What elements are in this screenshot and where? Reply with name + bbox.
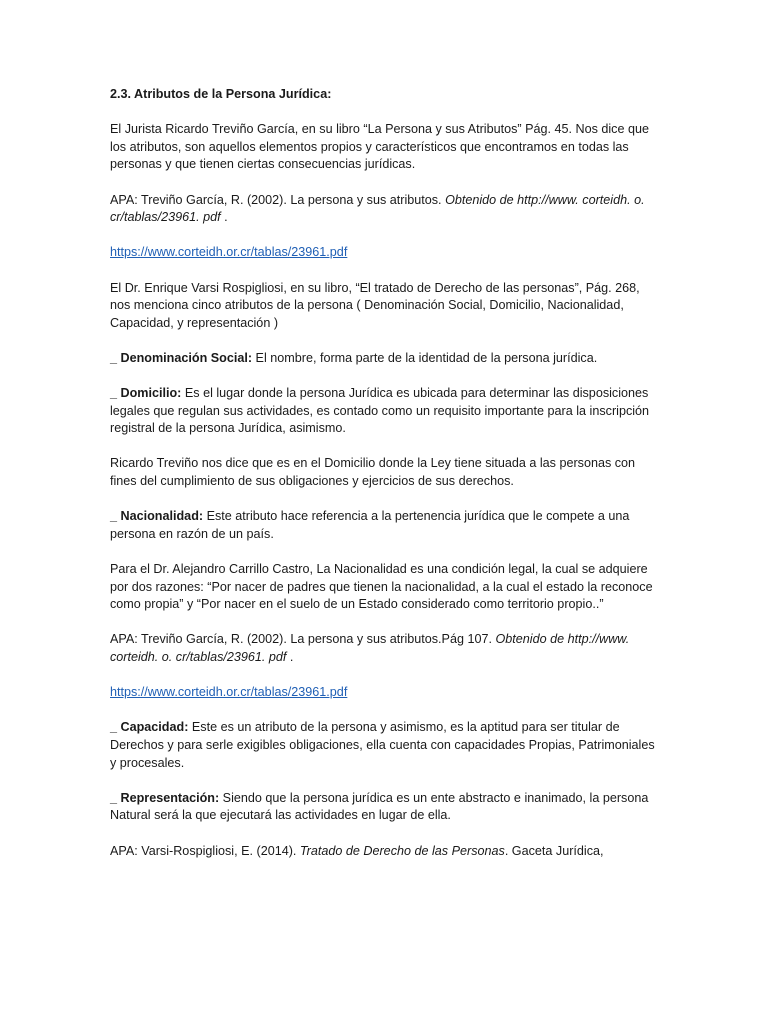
paragraph-trevino-intro: El Jurista Ricardo Treviño García, en su libro “La Persona y sus Atributos” Pág. 45. Nos dice que los atributos, son aquellos elementos propios y característicos que encontramos en todas las personas y que tienen ciertas consecuencias jurídicas.: [110, 122, 649, 172]
citation-3-title: Tratado de Derecho de las Personas: [299, 843, 505, 858]
attribute-denominacion: [110, 350, 660, 368]
citation-3-text: APA: Varsi-Rospigliosi, E. (2014).: [110, 843, 300, 858]
citation-3-end: . Gaceta Jurídica,: [504, 843, 604, 858]
capacidad-label: _ Capacidad:: [110, 720, 189, 735]
attribute-nacionalidad: [110, 508, 660, 543]
nacionalidad-label: _ Nacionalidad:: [110, 509, 204, 524]
citation-1-source: Obtenido de http://www. corteidh. o. cr/tablas/23961. pdf: [110, 192, 645, 225]
representacion-text: Siendo que la persona jurídica es un ente abstracto e inanimado, la persona Natural será la que ejecutará las actividades en lugar de ella.: [110, 790, 649, 823]
paragraph-carrillo: Para el Dr. Alejandro Carrillo Castro, La Nacionalidad es una condición legal, la cual se adquiere por dos razones: “Por nacer de padres que tienen la nacionalidad, a la cual el estado la reconoce como propia” y “Por nacer en el suelo de un Estado considerado como territorio propio..”: [110, 562, 653, 612]
citation-2-end: .: [286, 650, 294, 664]
citation-1-text: APA: Treviño García, R. (2002). La persona y sus atributos.: [110, 192, 446, 207]
domicilio-label: _ Domicilio:: [110, 386, 182, 401]
paragraph-domicilio-trevino: Ricardo Treviño nos dice que es en el Domicilio donde la Ley tiene situada a las personas con fines del cumplimiento de sus obligaciones y ejercicios de sus derechos.: [110, 456, 636, 489]
citation-apa-1: [110, 192, 660, 227]
corteidh-link-2[interactable]: https://www.corteidh.or.cr/tablas/23961.pdf: [110, 685, 348, 700]
representacion-label: _ Representación:: [110, 790, 220, 805]
paragraph-varsi: El Dr. Enrique Varsi Rospigliosi, en su libro, “El tratado de Derecho de las personas”, Pág. 268, nos menciona cinco atributos de la persona ( Denominación Social, Domicilio, Nacionalidad, Capacidad, y representación ): [110, 280, 640, 330]
denominacion-label: _ Denominación Social:: [110, 350, 253, 365]
attribute-domicilio: [110, 385, 660, 438]
capacidad-text: Este es un atributo de la persona y asimismo, es la aptitud para ser titular de Derechos y para serle exigibles obligaciones, ella cuenta con capacidades Propias, Patrimoniales y procesales.: [110, 720, 655, 770]
domicilio-text: Es el lugar donde la persona Jurídica es ubicada para determinar las disposiciones legales que regulan sus actividades, es contado como un requisito importante para la inscripción registral de la persona Jurídica, asimismo.: [110, 386, 650, 436]
citation-2-text: APA: Treviño García, R. (2002). La persona y sus atributos.Pág 107.: [110, 632, 496, 647]
corteidh-link-1[interactable]: https://www.corteidh.or.cr/tablas/23961.pdf: [110, 245, 348, 260]
citation-2-source: Obtenido de http://www. corteidh. o. cr/tablas/23961. pdf: [110, 632, 630, 664]
nacionalidad-text: Este atributo hace referencia a la pertenencia jurídica que le compete a una persona en razón de un país.: [110, 509, 630, 541]
attribute-capacidad: [110, 719, 660, 772]
citation-1-end: .: [220, 210, 228, 225]
link-paragraph-2: [110, 684, 660, 702]
link-paragraph-1: [110, 244, 660, 262]
attribute-representacion: [110, 790, 660, 825]
citation-apa-3: [110, 843, 660, 861]
section-heading: 2.3. Atributos de la Persona Jurídica:: [110, 87, 332, 101]
denominacion-text: El nombre, forma parte de la identidad de la persona jurídica.: [252, 350, 598, 365]
citation-apa-2: [110, 631, 660, 666]
